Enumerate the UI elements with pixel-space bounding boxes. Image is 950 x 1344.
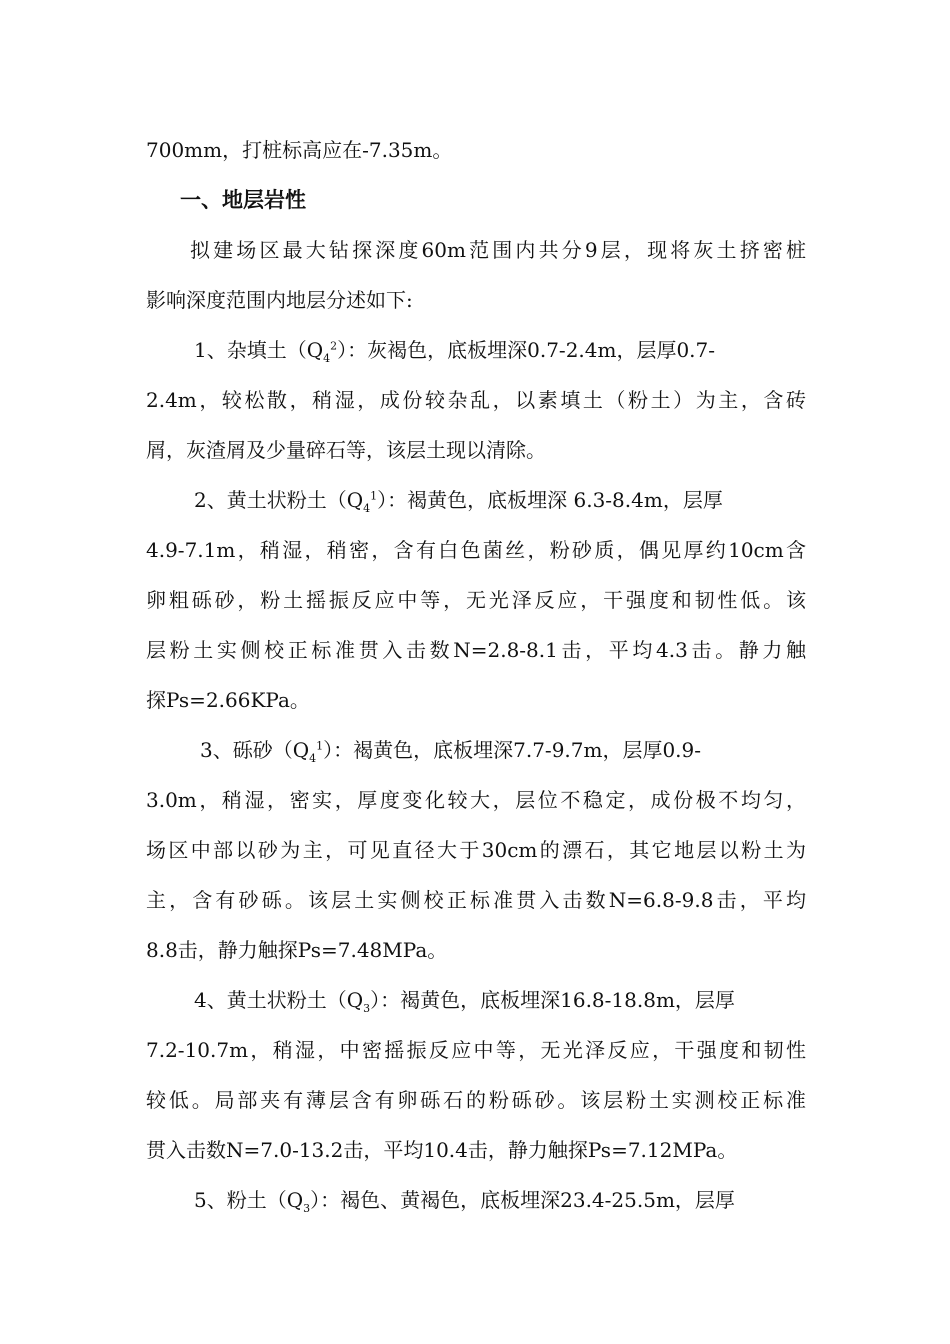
- layer-1-line-1: [194, 337, 806, 363]
- layer-3-label: 3、砾砂（Q: [200, 738, 310, 762]
- layer-4-line-2: 7.2-10.7m，稍湿，中密摇振反应中等，无光泽反应，干强度和韧性: [146, 1038, 806, 1062]
- paragraph-intro-line-1: 拟建场区最大钻探深度60m范围内共分9层，现将灰土挤密桩: [190, 238, 806, 262]
- layer-5-subscript: 3: [303, 1202, 311, 1215]
- layer-1-desc: ）：灰褐色，底板埋深0.7-2.4m，层厚0.7-: [337, 338, 716, 362]
- layer-2-superscript: 1: [370, 489, 378, 503]
- layer-3-desc: ）：褐黄色，底板埋深7.7-9.7m，层厚0.9-: [323, 738, 702, 762]
- layer-3-line-3: 场区中部以砂为主，可见直径大于30cm的漂石，其它地层以粉土为: [146, 838, 806, 862]
- layer-3-line-4: 主，含有砂砾。该层土实侧校正标准贯入击数N=6.8-9.8击，平均: [146, 888, 806, 912]
- layer-2-label: 2、黄土状粉土（Q: [194, 488, 364, 512]
- layer-2-line-5: 探Ps=2.66KPa。: [146, 688, 310, 712]
- layer-5-line-1: [194, 1187, 806, 1213]
- layer-2-line-4: 层粉土实侧校正标准贯入击数N=2.8-8.1击，平均4.3击。静力触: [146, 638, 806, 662]
- layer-2-desc: ）：褐黄色，底板埋深 6.3-8.4m，层厚: [377, 488, 723, 512]
- layer-1-line-2: 2.4m，较松散，稍湿，成份较杂乱，以素填土（粉土）为主，含砖: [146, 388, 806, 412]
- layer-1-label: 1、杂填土（Q: [194, 338, 324, 362]
- layer-3-superscript: 1: [316, 739, 324, 753]
- layer-3-subscript: 4: [309, 752, 317, 765]
- layer-1-superscript: 2: [330, 339, 338, 353]
- layer-2-subscript: 4: [363, 502, 371, 515]
- layer-2-line-1: [194, 487, 806, 513]
- layer-1-subscript: 4: [323, 352, 331, 365]
- layer-3-line-2: 3.0m，稍湿，密实，厚度变化较大，层位不稳定，成份极不均匀，: [146, 788, 806, 812]
- text-line-continuation: 700mm，打桩标高应在-7.35m。: [146, 138, 453, 162]
- layer-1-line-3: 屑，灰渣屑及少量碎石等，该层土现以清除。: [146, 438, 546, 462]
- layer-4-line-3: 较低。局部夹有薄层含有卵砾石的粉砾砂。该层粉土实测校正标准: [146, 1088, 806, 1112]
- layer-2-line-2: 4.9-7.1m，稍湿，稍密，含有白色菌丝，粉砂质，偶见厚约10cm含: [146, 538, 806, 562]
- layer-2-line-3: 卵粗砾砂，粉土摇振反应中等，无光泽反应，干强度和韧性低。该: [146, 588, 806, 612]
- layer-5-desc: ）：褐色、黄褐色，底板埋深23.4-25.5m，层厚: [310, 1188, 735, 1212]
- layer-4-line-1: [194, 987, 806, 1013]
- layer-3-line-5: 8.8击，静力触探Ps=7.48MPa。: [146, 938, 448, 962]
- layer-3-line-1: [200, 737, 806, 763]
- layer-4-label: 4、黄土状粉土（Q: [194, 988, 364, 1012]
- layer-4-desc: ）：褐黄色，底板埋深16.8-18.8m，层厚: [370, 988, 735, 1012]
- paragraph-intro-line-2: 影响深度范围内地层分述如下:: [146, 288, 413, 312]
- layer-5-label: 5、粉土（Q: [194, 1188, 304, 1212]
- section-heading: 一、地层岩性: [180, 187, 306, 212]
- layer-4-line-4: 贯入击数N=7.0-13.2击，平均10.4击，静力触探Ps=7.12MPa。: [146, 1138, 738, 1162]
- layer-4-subscript: 3: [363, 1002, 371, 1015]
